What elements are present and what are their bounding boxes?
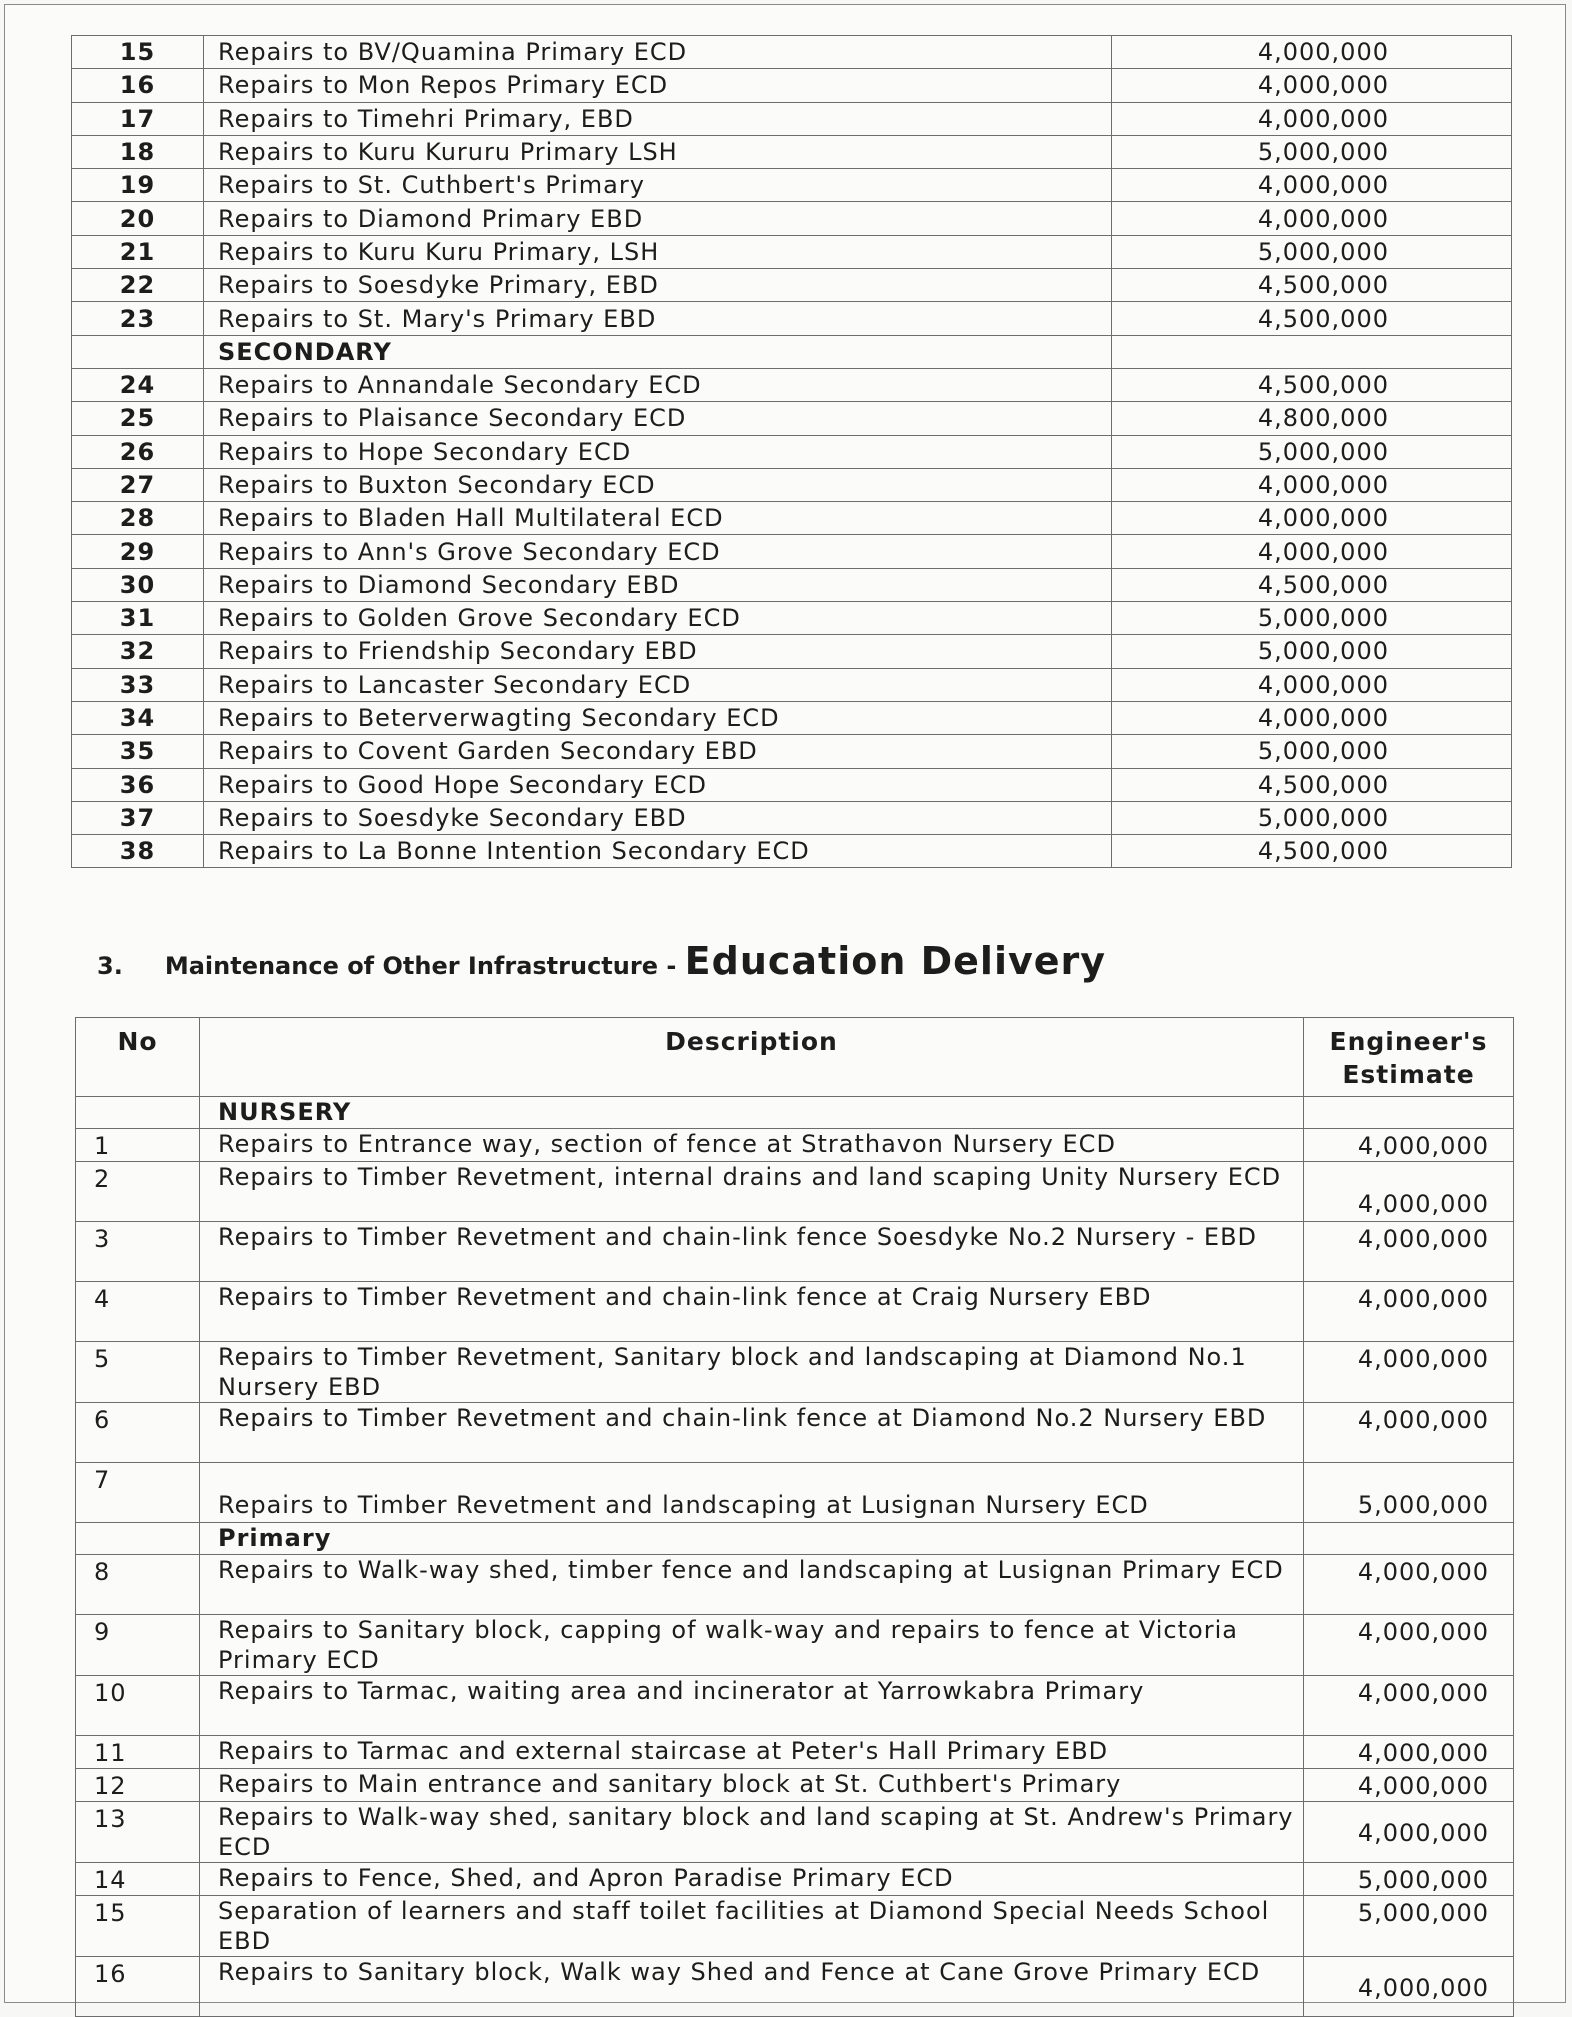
row-amount: 4,000,000 [1112,502,1512,535]
row-number: 26 [72,435,204,468]
row-number: 23 [72,302,204,335]
table-row [72,568,1512,601]
row-amount: 5,000,000 [1112,435,1512,468]
table-row [72,602,1512,635]
row-amount: 4,000,000 [1112,701,1512,734]
row-description: Repairs to Timber Revetment and chain-link fence at Diamond No.2 Nursery EBD [200,1403,1304,1463]
row-amount: 4,000,000 [1304,1555,1514,1615]
table-row [76,1403,1514,1463]
row-number: 7 [76,1463,200,1523]
row-description: Repairs to Diamond Secondary EBD [204,568,1112,601]
section-row [72,335,1512,368]
row-description: Repairs to Mon Repos Primary ECD [204,69,1112,102]
row-amount: 4,000,000 [1304,1403,1514,1463]
section-row [76,1523,1514,1555]
row-number: 5 [76,1342,200,1403]
table-row [72,435,1512,468]
row-description: Repairs to Tarmac and external staircase at Peter's Hall Primary EBD [200,1736,1304,1769]
heading-number: 3. [97,952,123,980]
row-amount: 5,000,000 [1304,1463,1514,1523]
header-estimate: Engineer's Estimate [1304,1018,1514,1097]
table2-header [76,1018,1514,1097]
row-amount: 5,000,000 [1112,135,1512,168]
row-amount: 4,000,000 [1112,169,1512,202]
empty-cell [72,335,204,368]
table-row [76,1222,1514,1282]
row-number: 36 [72,768,204,801]
row-amount: 4,000,000 [1112,668,1512,701]
row-number: 32 [72,635,204,668]
row-description: Repairs to BV/Quamina Primary ECD [204,36,1112,69]
row-description: Repairs to Timber Revetment and chain-link fence at Craig Nursery EBD [200,1282,1304,1342]
section-heading-maintenance [97,939,1106,983]
row-number: 10 [76,1676,200,1736]
header-no: No [76,1018,200,1097]
table-row [72,535,1512,568]
table-row [72,635,1512,668]
table-row [72,102,1512,135]
table-row [72,801,1512,834]
row-description: Separation of learners and staff toilet facilities at Diamond Special Needs School EBD [200,1896,1304,1957]
row-description: Repairs to Soesdyke Primary, EBD [204,269,1112,302]
table-row [72,135,1512,168]
heading-emphasis: Education Delivery [684,939,1107,983]
row-number: 17 [72,102,204,135]
row-number: 14 [76,1863,200,1896]
row-number: 29 [72,535,204,568]
row-amount: 5,000,000 [1112,602,1512,635]
row-description: Repairs to Timber Revetment and landscaping at Lusignan Nursery ECD [200,1463,1304,1523]
row-number: 22 [72,269,204,302]
empty-cell [76,1097,200,1129]
row-description: Repairs to Main entrance and sanitary block at St. Cuthbert's Primary [200,1769,1304,1802]
row-description: Repairs to Covent Garden Secondary EBD [204,735,1112,768]
table-row [76,1736,1514,1769]
table-row [76,1676,1514,1736]
row-number: 3 [76,1222,200,1282]
table-row [76,1129,1514,1162]
section-heading: SECONDARY [204,335,1112,368]
row-number: 34 [72,701,204,734]
row-description: Repairs to Lancaster Secondary ECD [204,668,1112,701]
row-amount: 4,500,000 [1112,269,1512,302]
row-number: 37 [72,801,204,834]
table-row [72,269,1512,302]
row-amount: 4,000,000 [1304,1769,1514,1802]
row-amount: 4,000,000 [1112,36,1512,69]
row-amount: 4,500,000 [1112,568,1512,601]
row-amount: 4,000,000 [1304,1282,1514,1342]
row-amount: 4,000,000 [1112,69,1512,102]
row-amount: 4,800,000 [1112,402,1512,435]
table-row [76,1802,1514,1863]
row-number: 1 [76,1129,200,1162]
row-number: 4 [76,1282,200,1342]
row-description: Repairs to Timber Revetment, internal drains and land scaping Unity Nursery ECD [200,1162,1304,1222]
row-description: Repairs to Ann's Grove Secondary ECD [204,535,1112,568]
table1-body [72,36,1512,868]
row-description: Repairs to Good Hope Secondary ECD [204,768,1112,801]
row-description: Repairs to Fence, Shed, and Apron Paradise Primary ECD [200,1863,1304,1896]
projects-table-continued [71,35,1512,868]
row-number: 15 [72,36,204,69]
row-description: Repairs to Diamond Primary EBD [204,202,1112,235]
row-number: 24 [72,368,204,401]
table-row [76,1957,1514,2017]
row-number: 35 [72,735,204,768]
row-description: Repairs to Beterverwagting Secondary ECD [204,701,1112,734]
row-description: Repairs to Sanitary block, capping of walk-way and repairs to fence at Victoria Primary ECD [200,1615,1304,1676]
table-row [76,1769,1514,1802]
table-row [72,502,1512,535]
document-page [4,4,1566,2003]
table-row [72,735,1512,768]
row-amount: 4,000,000 [1304,1736,1514,1769]
table-row [72,768,1512,801]
row-number: 9 [76,1615,200,1676]
row-description: Repairs to Hope Secondary ECD [204,435,1112,468]
section-row [76,1097,1514,1129]
row-number: 15 [76,1896,200,1957]
row-description: Repairs to Timber Revetment and chain-link fence Soesdyke No.2 Nursery - EBD [200,1222,1304,1282]
row-number: 8 [76,1555,200,1615]
row-description: Repairs to Plaisance Secondary ECD [204,402,1112,435]
table-row [76,1615,1514,1676]
table-row [76,1342,1514,1403]
table-row [72,36,1512,69]
table-row [72,468,1512,501]
row-number: 28 [72,502,204,535]
row-amount: 4,500,000 [1112,302,1512,335]
row-amount: 4,000,000 [1304,1676,1514,1736]
row-number: 30 [72,568,204,601]
row-number: 25 [72,402,204,435]
row-description: Repairs to Sanitary block, Walk way Shed and Fence at Cane Grove Primary ECD [200,1957,1304,2017]
table-row [72,368,1512,401]
row-number: 18 [72,135,204,168]
table-row [76,1555,1514,1615]
row-amount: 4,000,000 [1112,202,1512,235]
row-number: 38 [72,835,204,868]
section-heading: NURSERY [200,1097,1304,1129]
row-number: 13 [76,1802,200,1863]
table-row [72,402,1512,435]
row-description: Repairs to Walk-way shed, sanitary block and land scaping at St. Andrew's Primary ECD [200,1802,1304,1863]
table-row [76,1896,1514,1957]
row-number: 6 [76,1403,200,1463]
row-description: Repairs to Timehri Primary, EBD [204,102,1112,135]
row-description: Repairs to Timber Revetment, Sanitary block and landscaping at Diamond No.1 Nursery EBD [200,1342,1304,1403]
row-number: 12 [76,1769,200,1802]
row-amount: 4,500,000 [1112,835,1512,868]
row-amount: 4,000,000 [1112,535,1512,568]
row-amount: 4,000,000 [1304,1342,1514,1403]
row-description: Repairs to Walk-way shed, timber fence and landscaping at Lusignan Primary ECD [200,1555,1304,1615]
row-amount: 5,000,000 [1112,235,1512,268]
row-amount: 4,000,000 [1112,102,1512,135]
row-amount: 4,500,000 [1112,368,1512,401]
row-number: 16 [72,69,204,102]
row-number: 19 [72,169,204,202]
table-row [76,1282,1514,1342]
row-number: 2 [76,1162,200,1222]
empty-cell [1112,335,1512,368]
row-number: 27 [72,468,204,501]
row-description: Repairs to Annandale Secondary ECD [204,368,1112,401]
row-description: Repairs to Kuru Kuru Primary, LSH [204,235,1112,268]
table-row [72,235,1512,268]
row-description: Repairs to Entrance way, section of fence at Strathavon Nursery ECD [200,1129,1304,1162]
row-amount: 4,000,000 [1304,1802,1514,1863]
table-row [72,202,1512,235]
row-description: Repairs to La Bonne Intention Secondary ECD [204,835,1112,868]
header-description: Description [200,1018,1304,1097]
row-amount: 4,000,000 [1304,1615,1514,1676]
heading-prefix: Maintenance of Other Infrastructure - [164,952,685,980]
row-description: Repairs to Tarmac, waiting area and incinerator at Yarrowkabra Primary [200,1676,1304,1736]
section-heading: Primary [200,1523,1304,1555]
row-amount: 5,000,000 [1112,801,1512,834]
row-amount: 5,000,000 [1304,1863,1514,1896]
row-amount: 5,000,000 [1304,1896,1514,1957]
row-number: 31 [72,602,204,635]
row-amount: 4,000,000 [1112,468,1512,501]
row-number: 11 [76,1736,200,1769]
row-amount: 4,000,000 [1304,1222,1514,1282]
row-description: Repairs to Buxton Secondary ECD [204,468,1112,501]
header-row [76,1018,1514,1097]
table-row [76,1463,1514,1523]
row-amount: 5,000,000 [1112,735,1512,768]
table-row [72,835,1512,868]
row-amount: 4,000,000 [1304,1129,1514,1162]
row-number: 16 [76,1957,200,2017]
row-amount: 4,000,000 [1304,1957,1514,2017]
education-delivery-table [75,1017,1514,2017]
table-row [72,169,1512,202]
row-description: Repairs to St. Mary's Primary EBD [204,302,1112,335]
row-description: Repairs to Soesdyke Secondary EBD [204,801,1112,834]
row-number: 21 [72,235,204,268]
row-description: Repairs to Golden Grove Secondary ECD [204,602,1112,635]
table-row [76,1162,1514,1222]
row-description: Repairs to St. Cuthbert's Primary [204,169,1112,202]
table-row [72,701,1512,734]
empty-cell [1304,1097,1514,1129]
row-description: Repairs to Bladen Hall Multilateral ECD [204,502,1112,535]
row-amount: 4,000,000 [1304,1162,1514,1222]
empty-cell [1304,1523,1514,1555]
row-description: Repairs to Kuru Kururu Primary LSH [204,135,1112,168]
table-row [72,69,1512,102]
row-number: 20 [72,202,204,235]
row-amount: 4,500,000 [1112,768,1512,801]
table2-body [76,1097,1514,2017]
table-row [72,668,1512,701]
table-row [72,302,1512,335]
row-number: 33 [72,668,204,701]
table-row [76,1863,1514,1896]
row-description: Repairs to Friendship Secondary EBD [204,635,1112,668]
empty-cell [76,1523,200,1555]
row-amount: 5,000,000 [1112,635,1512,668]
